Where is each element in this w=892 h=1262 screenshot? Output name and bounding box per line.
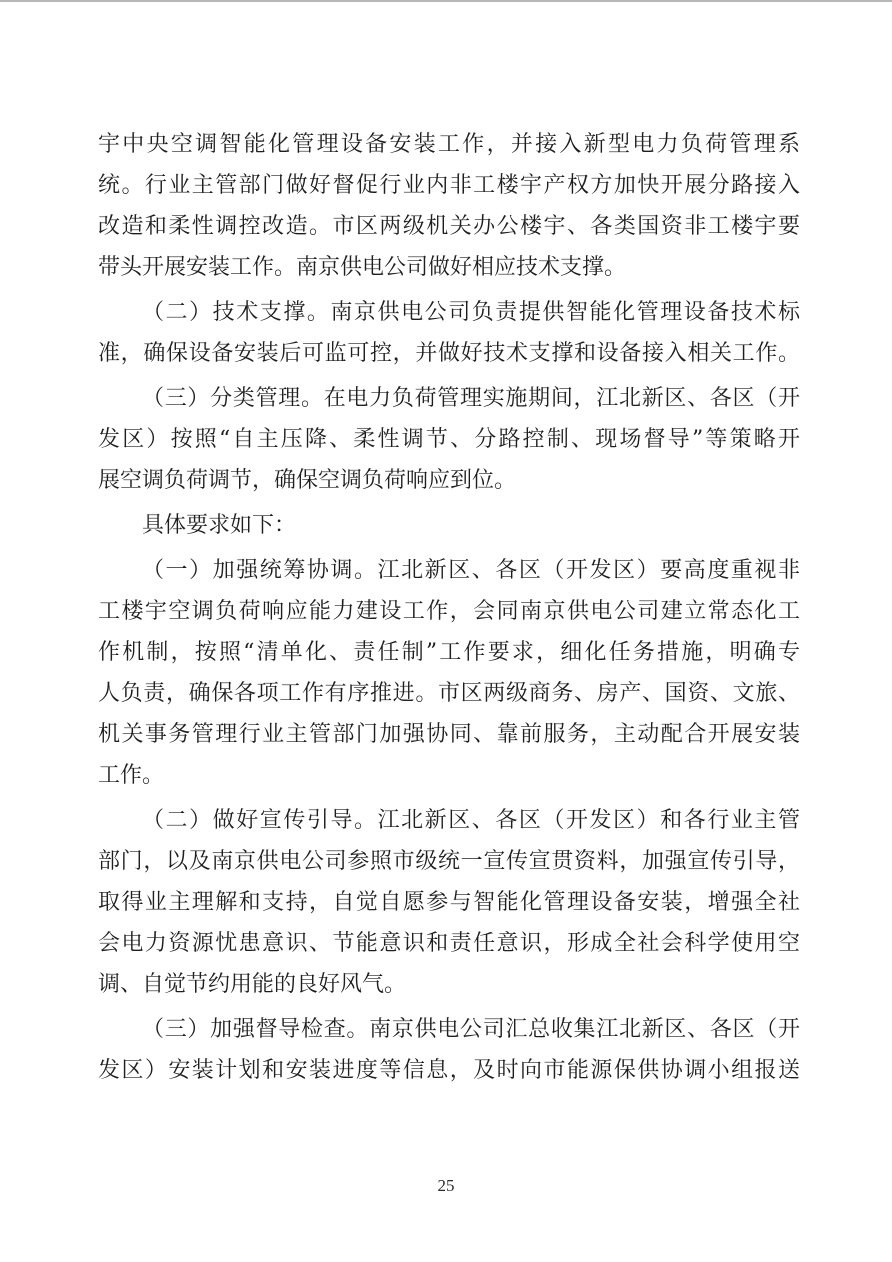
text-line: 发区）安装计划和安装进度等信息，及时向市能源保供协调小组报送 [98, 1058, 800, 1083]
document-body [98, 124, 800, 1091]
text-line: 机关事务管理行业主管部门加强协同、靠前服务，主动配合开展安装 [98, 722, 800, 747]
text-line: 会电力资源忧患意识、节能意识和责任意识，形成全社会科学使用空 [98, 931, 800, 956]
text-line: 改造和柔性调控改造。市区两级机关办公楼宇、各类国资非工楼宇要 [98, 214, 800, 239]
page-number: 25 [437, 1176, 455, 1195]
text-line: （三）加强督导检查。南京供电公司汇总收集江北新区、各区（开 [142, 1017, 800, 1042]
text-line: 统。行业主管部门做好督促行业内非工楼宇产权方加快开展分路接入 [98, 173, 800, 198]
text-line: 作机制，按照“清单化、责任制”工作要求，细化任务措施，明确专 [98, 640, 800, 665]
text-line: 带头开展安装工作。南京供电公司做好相应技术支撑。 [98, 255, 627, 280]
text-line: （一）加强统筹协调。江北新区、各区（开发区）要高度重视非 [142, 558, 800, 583]
text-line: 工楼宇空调负荷响应能力建设工作，会同南京供电公司建立常态化工 [98, 599, 800, 624]
text-line: 部门，以及南京供电公司参照市级统一宣传宣贯资料，加强宣传引导， [98, 849, 800, 874]
text-line: （三）分类管理。在电力负荷管理实施期间，江北新区、各区（开 [142, 386, 800, 411]
text-line: 取得业主理解和支持，自觉自愿参与智能化管理设备安装，增强全社 [98, 890, 800, 915]
text-line: 工作。 [98, 763, 165, 788]
text-line: 调、自觉节约用能的良好风气。 [98, 972, 407, 997]
text-line: 准，确保设备安装后可监可控，并做好技术支撑和设备接入相关工作。 [98, 341, 800, 366]
text-line: （二）技术支撑。南京供电公司负责提供智能化管理设备技术标 [142, 300, 800, 325]
text-line: 人负责，确保各项工作有序推进。市区两级商务、房产、国资、文旅、 [98, 681, 800, 706]
text-line: 发区）按照“自主压降、柔性调节、分路控制、现场督导”等策略开 [98, 427, 800, 452]
text-line: 宇中央空调智能化管理设备安装工作，并接入新型电力负荷管理系 [98, 132, 800, 157]
text-line: 具体要求如下： [142, 513, 297, 538]
text-line: 展空调负荷调节，确保空调负荷响应到位。 [98, 468, 517, 493]
text-line: （二）做好宣传引导。江北新区、各区（开发区）和各行业主管 [142, 808, 800, 833]
top-edge-rule [0, 0, 892, 2]
